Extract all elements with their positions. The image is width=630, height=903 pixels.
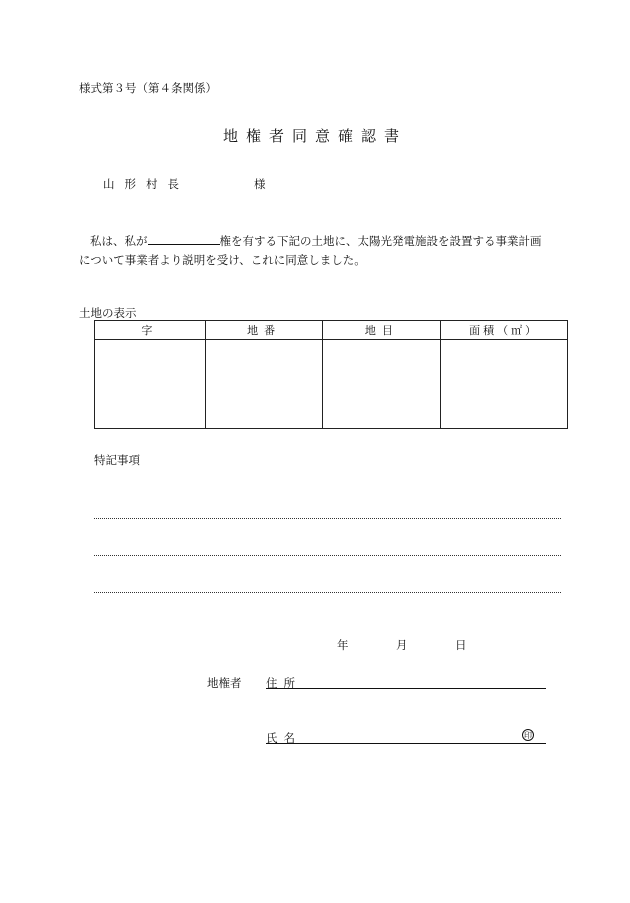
- column-header-chiban: 地番: [205, 321, 323, 340]
- column-header-area: 面積（㎡）: [441, 321, 568, 340]
- landowner-label: 地権者: [207, 676, 242, 690]
- document-title: 地権者同意確認書: [222, 127, 407, 145]
- land-table: [94, 320, 568, 429]
- notes-line-2[interactable]: [94, 555, 561, 556]
- seal-icon: 印: [524, 731, 532, 740]
- cell-aza[interactable]: [95, 340, 206, 429]
- column-header-chimoku: 地目: [323, 321, 441, 340]
- cell-chiban[interactable]: [205, 340, 323, 429]
- consent-statement: [79, 232, 542, 270]
- notes-line-3[interactable]: [94, 592, 561, 593]
- name-label: 氏名: [266, 731, 301, 745]
- cell-chimoku[interactable]: [323, 340, 441, 429]
- date-month-label: 月: [396, 638, 408, 652]
- land-table-header: [95, 321, 568, 340]
- column-header-aza: 字: [95, 321, 206, 340]
- land-section-label: 土地の表示: [79, 306, 137, 320]
- table-row: [95, 340, 568, 429]
- date-day-label: 日: [455, 638, 467, 652]
- consent-text-after-blank: 権を有する下記の土地に、太陽光発電施設を設置する事業計画: [219, 234, 542, 248]
- notes-line-1[interactable]: [94, 518, 561, 519]
- consent-line-2: について事業者より説明を受け、これに同意しました。: [79, 253, 366, 267]
- consent-line-1: [79, 232, 542, 251]
- address-label: 住所: [266, 676, 301, 690]
- consent-text-before-blank: 私は、私が: [90, 234, 148, 248]
- date-year-label: 年: [337, 638, 349, 652]
- cell-area[interactable]: [441, 340, 568, 429]
- form-number: 様式第３号（第４条関係）: [79, 81, 217, 95]
- name-field-line[interactable]: [266, 743, 546, 744]
- address-field-line[interactable]: [266, 688, 546, 689]
- honorific: 様: [254, 177, 266, 191]
- addressee: 山形村長: [103, 177, 189, 191]
- special-notes-label: 特記事項: [94, 453, 140, 467]
- right-type-blank[interactable]: [148, 232, 220, 245]
